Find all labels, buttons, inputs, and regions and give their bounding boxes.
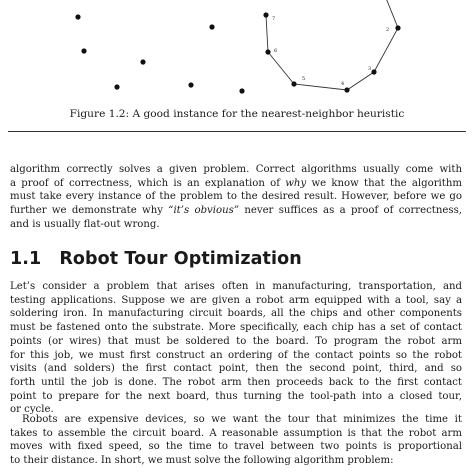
tour-point-label: 4 [341, 81, 345, 87]
tour-point [263, 12, 268, 17]
text-line: forth until the job is done. The robot arm then proceeds back to the first contact [10, 376, 462, 388]
emphasis-its-obvious: “it’s obvious” [168, 205, 240, 217]
paragraph-correctness [10, 163, 462, 232]
text-line: a proof of correctness, which is an explanation of why we know that the algorithm [10, 177, 462, 189]
instance-point [140, 59, 145, 64]
instance-point [209, 24, 214, 29]
section-title: Robot Tour Optimization [59, 249, 302, 269]
tour-point-label: 5 [302, 76, 306, 82]
section-number: 1.1 [10, 249, 42, 269]
text-line: must take every instance of the problem to the desired result. However, before we go [10, 191, 462, 203]
tour-point [344, 87, 349, 92]
instance-point [188, 82, 193, 87]
figure-1-2 [0, 0, 474, 100]
instance-point [114, 84, 119, 89]
section-divider [8, 131, 466, 132]
text-line: further we demonstrate why “it’s obvious” never suffices as a proof of correctness, [10, 205, 462, 217]
text-line: points (or wires) that must be soldered to the board. To program the robot arm [10, 335, 462, 347]
tour-point-label: 6 [274, 48, 278, 54]
left-point-set [75, 14, 244, 93]
text-line: or cycle. [10, 404, 54, 416]
tour-point [265, 49, 270, 54]
text-line: and is usually flat-out wrong. [10, 218, 160, 230]
tour-point [291, 81, 296, 86]
text-line: visits (and solders) the first contact point, then the second point, third, and so [10, 363, 462, 375]
paragraph-robot-arm [10, 280, 462, 417]
text-line: must be fastened onto the substrate. More specifically, each chip has a set of contact [10, 322, 462, 334]
tour-point [395, 25, 400, 30]
text-line: takes to assemble the circuit board. A reasonable assumption is that the robot arm [10, 427, 462, 439]
text-line: moves with fixed speed, so the time to travel between two points is proportional [10, 441, 462, 453]
tour-point-label: 3 [368, 66, 372, 72]
figure-illustration [0, 0, 474, 100]
text-line: Robots are expensive devices, so we want the tour that minimizes the time it [22, 414, 462, 425]
instance-point [239, 88, 244, 93]
paragraph-expensive-robots [10, 413, 462, 468]
text-line: to their distance. In short, we must solve the following algorithm problem: [10, 455, 394, 467]
text-line: point to prepare for the next board, thus turning the tool-path into a closed tour, [10, 390, 462, 402]
emphasis-why: why [285, 177, 307, 189]
section-heading [10, 249, 302, 269]
figure-caption: Figure 1.2: A good instance for the nearest-neighbor heuristic [69, 108, 405, 120]
tour-path [266, 0, 398, 90]
text-line: for this job, we must first construct an ordering of the contact points so the robot [10, 349, 462, 361]
instance-point [81, 48, 86, 53]
tour-point-label: 2 [386, 27, 390, 33]
text-line: testing applications. Suppose we are given a robot arm equipped with a tool, say a [10, 294, 462, 306]
text-line: Let’s consider a problem that arises often in manufacturing, transportation, and [10, 281, 462, 292]
instance-point [75, 14, 80, 19]
nearest-neighbor-tour [263, 0, 400, 93]
tour-point [371, 69, 376, 74]
text-line: algorithm correctly solves a given problem. Correct algorithms usually come with [10, 164, 462, 175]
text-line: soldering iron. In manufacturing circuit boards, all the chips and other components [10, 308, 462, 320]
tour-point-label: 7 [272, 16, 276, 22]
